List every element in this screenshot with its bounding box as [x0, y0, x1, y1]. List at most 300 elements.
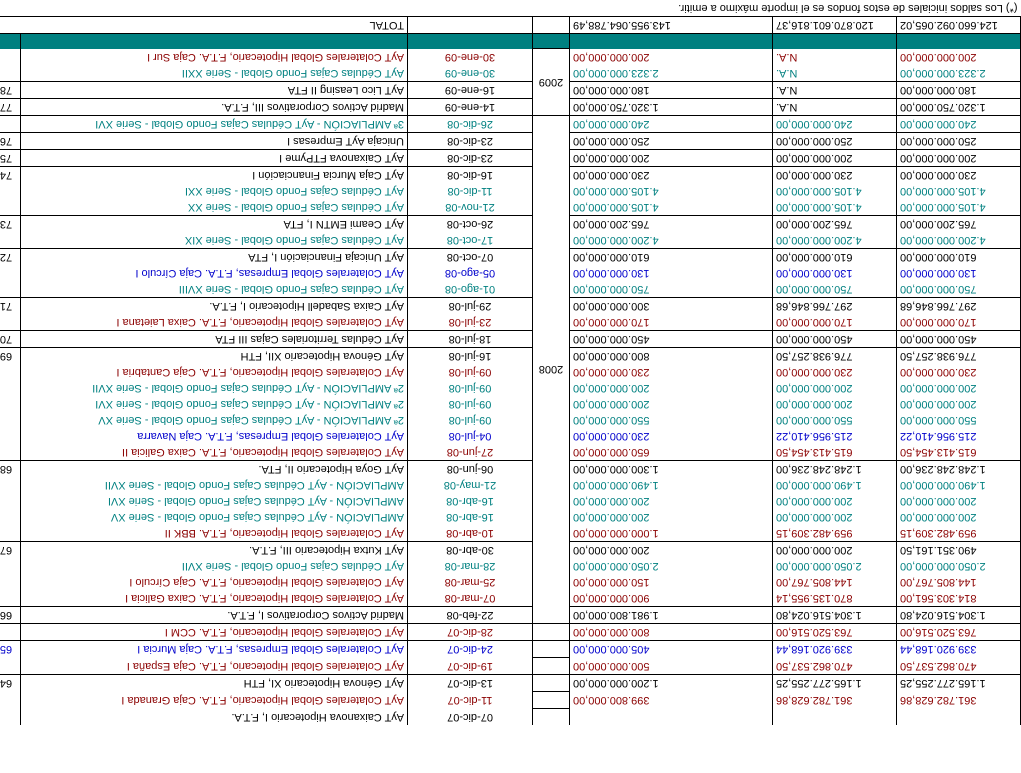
- initial-amount: 750.000.000,00: [570, 281, 773, 298]
- balance-b: 200.000.000,00: [773, 150, 897, 167]
- issue-date: 16-abr-08: [408, 509, 533, 525]
- balance-b: 1.248.248.236,00: [773, 461, 897, 478]
- balance-c: 450.000.000,00: [897, 331, 1021, 348]
- balance-b: 215.956.410,22: [773, 428, 897, 444]
- balance-c: 550.000.000,00: [897, 412, 1021, 428]
- fund-name: AyT Caixanova FTPyme I: [21, 150, 408, 167]
- issue-date: 30-ene-09: [408, 49, 533, 65]
- balance-b: 1.490.000.000,00: [773, 477, 897, 493]
- fund-name: AMPLIACIÓN - AyT Cédulas Cajas Fondo Global - Serie XV: [21, 509, 408, 525]
- fund-name: AyT Unicaja Financiación I, FTA: [21, 249, 408, 266]
- fund-number: [0, 590, 21, 607]
- fund-number: [0, 574, 21, 590]
- year-cell: [533, 641, 570, 658]
- fund-name: AyT Cédulas Territoriales Cajas III FTA: [21, 331, 408, 348]
- issue-date: 07-mar-08: [408, 590, 533, 607]
- balance-c: 230.000.000,00: [897, 167, 1021, 184]
- fund-name: AyT Colaterales Global Hipotecario, F.T.A. Caixa Laietana I: [21, 314, 408, 331]
- table-row: [0, 348, 1021, 365]
- issue-date: 11-dic-07: [408, 692, 533, 709]
- table-row: [0, 412, 1021, 428]
- issue-date: 07-oct-08: [408, 249, 533, 266]
- balance-c: 240.000.000,00: [897, 116, 1021, 133]
- balance-c: 615.413.454,50: [897, 444, 1021, 461]
- table-row: [0, 641, 1021, 658]
- total-a: 143.955.064.788,49: [570, 17, 773, 34]
- total-c: 124.660.092.065,02: [897, 17, 1021, 34]
- initial-amount: 1.981.800.000,00: [570, 607, 773, 624]
- fund-name: AyT Cédulas Cajas Fondo Global - Serie XX: [21, 199, 408, 216]
- table-row: [0, 380, 1021, 396]
- fund-number: 67: [0, 542, 21, 559]
- table-row: [0, 493, 1021, 509]
- fund-number: [0, 412, 21, 428]
- issue-date: 27-jun-08: [408, 444, 533, 461]
- table-row: [0, 658, 1021, 675]
- fund-number: 64: [0, 675, 21, 692]
- balance-b: 200.000.000,00: [773, 493, 897, 509]
- table-row: [0, 232, 1021, 249]
- initial-amount: 2.050.000.000,00: [570, 558, 773, 574]
- issue-date: 25-mar-08: [408, 574, 533, 590]
- initial-amount: 240.000.000,00: [570, 116, 773, 133]
- balance-b: 230.000.000,00: [773, 364, 897, 380]
- fund-name: AyT Colaterales Global Hipotecario, F.T.A. Caja España I: [21, 658, 408, 675]
- table-row: [0, 49, 1021, 65]
- balance-c: 130.000.000,00: [897, 265, 1021, 281]
- fund-number: [0, 658, 21, 675]
- funds-table: [0, 1, 1021, 726]
- balance-b: 1.165.277.255,25: [773, 675, 897, 692]
- table-row: [0, 444, 1021, 461]
- fund-number: 70: [0, 331, 21, 348]
- balance-c: 170.000.000,00: [897, 314, 1021, 331]
- table-row: [0, 542, 1021, 559]
- fund-name: AyT Génova Hipotecario XII, FTH: [21, 348, 408, 365]
- table-row: [0, 331, 1021, 348]
- balance-c: 1.320.750.000,00: [897, 99, 1021, 116]
- balance-b: 170.000.000,00: [773, 314, 897, 331]
- initial-amount: 230.000.000,00: [570, 364, 773, 380]
- balance-b: 776.938.257,50: [773, 348, 897, 365]
- table-row: [0, 396, 1021, 412]
- balance-b: 450.000.000,00: [773, 331, 897, 348]
- initial-amount: 180.000.000,00: [570, 82, 773, 99]
- balance-b: 610.000.000,00: [773, 249, 897, 266]
- fund-number: [0, 116, 21, 133]
- issue-date: 21-nov-08: [408, 199, 533, 216]
- balance-c: 610.000.000,00: [897, 249, 1021, 266]
- fund-name: Madrid Activos Corporativos III, F.T.A.: [21, 99, 408, 116]
- initial-amount: 200.000.000,00: [570, 396, 773, 412]
- issue-date: 26-dic-08: [408, 116, 533, 133]
- fund-name: Madrid Activos Corporativos I, F.T.A.: [21, 607, 408, 624]
- balance-c: 2.050.000.000,00: [897, 558, 1021, 574]
- issue-date: 06-jun-08: [408, 461, 533, 478]
- balance-b: 959.482.309,15: [773, 525, 897, 542]
- issue-date: 09-jul-08: [408, 364, 533, 380]
- issue-date: 16-abr-08: [408, 493, 533, 509]
- balance-c: 490.351.161,50: [897, 542, 1021, 559]
- table-row: [0, 99, 1021, 116]
- balance-c: 144.805.767,00: [897, 574, 1021, 590]
- issue-date: 09-jul-08: [408, 396, 533, 412]
- initial-amount: [570, 709, 773, 726]
- balance-c: 1.490.000.000,00: [897, 477, 1021, 493]
- balance-c: 200.000.000,00: [897, 493, 1021, 509]
- fund-number: [0, 624, 21, 641]
- balance-b: 130.000.000,00: [773, 265, 897, 281]
- table-row: [0, 65, 1021, 82]
- issue-date: 23-dic-08: [408, 150, 533, 167]
- issue-date: 29-jul-08: [408, 298, 533, 315]
- fund-number: 66: [0, 607, 21, 624]
- initial-amount: 1.300.000.000,00: [570, 461, 773, 478]
- table-row: [0, 590, 1021, 607]
- balance-c: 2.323.000.000,00: [897, 65, 1021, 82]
- balance-b: 361.782.628,86: [773, 692, 897, 709]
- fund-name: AyT Cédulas Cajas Fondo Global - Serie XVIII: [21, 281, 408, 298]
- fund-number: [0, 525, 21, 542]
- initial-amount: 650.000.000,00: [570, 444, 773, 461]
- balance-c: 814.303.561,00: [897, 590, 1021, 607]
- table-row: [0, 116, 1021, 133]
- fund-number: 73: [0, 216, 21, 233]
- issue-date: 24-dic-07: [408, 641, 533, 658]
- table-row: [0, 675, 1021, 692]
- issue-date: 26-oct-08: [408, 216, 533, 233]
- initial-amount: 399.800.000,00: [570, 692, 773, 709]
- balance-c: 763.520.516,00: [897, 624, 1021, 641]
- balance-c: 4.200.000.000,00: [897, 232, 1021, 249]
- initial-amount: 610.000.000,00: [570, 249, 773, 266]
- table-row: [0, 709, 1021, 726]
- balance-c: 776.938.257,50: [897, 348, 1021, 365]
- initial-amount: 230.000.000,00: [570, 167, 773, 184]
- balance-c: 339.920.168,44: [897, 641, 1021, 658]
- balance-b: 200.000.000,00: [773, 380, 897, 396]
- table-row: [0, 428, 1021, 444]
- issue-date: 05-ago-08: [408, 265, 533, 281]
- issue-date: 23-jul-08: [408, 314, 533, 331]
- table-row: [0, 150, 1021, 167]
- initial-amount: 2.323.000.000,00: [570, 65, 773, 82]
- initial-amount: 130.000.000,00: [570, 265, 773, 281]
- balance-b: 765.200.000,00: [773, 216, 897, 233]
- balance-b: 200.000.000,00: [773, 509, 897, 525]
- balance-c: 297.766.846,68: [897, 298, 1021, 315]
- note-row: [0, 1, 1021, 18]
- fund-number: 71: [0, 298, 21, 315]
- footnote: (*) Los saldos iniciales de estos fondos es el importe máximo a emitir.: [678, 2, 1018, 15]
- fund-name: AyT Colaterales Global Hipotecario, F.T.A. Caixa Galicia I: [21, 590, 408, 607]
- balance-b: 763.520.516,00: [773, 624, 897, 641]
- fund-name: AMPLIACIÓN - AyT Cédulas Cajas Fondo Global - Serie XVII: [21, 477, 408, 493]
- fund-name: AyT Colaterales Global Hipotecario, F.T.A. BBK II: [21, 525, 408, 542]
- issue-date: 01-ago-08: [408, 281, 533, 298]
- balance-b: 144.805.767,00: [773, 574, 897, 590]
- table-row: [0, 692, 1021, 709]
- issue-date: 09-jul-08: [408, 380, 533, 396]
- initial-amount: 765.200.000,00: [570, 216, 773, 233]
- balance-b: 550.000.000,00: [773, 412, 897, 428]
- balance-b: N.A.: [773, 82, 897, 99]
- balance-c: 215.956.410,22: [897, 428, 1021, 444]
- fund-number: [0, 509, 21, 525]
- balance-c: 200.000.000,00: [897, 380, 1021, 396]
- issue-date: 17-oct-08: [408, 232, 533, 249]
- teal-header-bar: [0, 34, 1021, 49]
- fund-name: 2ª AMPLIACIÓN - AyT Cédulas Cajas Fondo Global - Serie XVII: [21, 380, 408, 396]
- table-row: [0, 133, 1021, 150]
- fund-number: [0, 314, 21, 331]
- table-row: [0, 607, 1021, 624]
- initial-amount: 4.200.000.000,00: [570, 232, 773, 249]
- issue-date: 30-abr-08: [408, 542, 533, 559]
- fund-number: 68: [0, 461, 21, 478]
- balance-c: 250.000.000,00: [897, 133, 1021, 150]
- fund-name: AyT Cédulas Cajas Fondo Global - Serie XVII: [21, 558, 408, 574]
- balance-c: 200.000.000,00: [897, 49, 1021, 65]
- fund-number: 72: [0, 249, 21, 266]
- issue-date: 11-dic-08: [408, 183, 533, 199]
- issue-date: 16-dic-08: [408, 167, 533, 184]
- balance-b: 250.000.000,00: [773, 133, 897, 150]
- initial-amount: 405.000.000,00: [570, 641, 773, 658]
- total-row: [0, 17, 1021, 34]
- initial-amount: 230.000.000,00: [570, 428, 773, 444]
- issue-date: 18-jul-08: [408, 331, 533, 348]
- initial-amount: 4.105.000.000,00: [570, 199, 773, 216]
- table-row: [0, 249, 1021, 266]
- fund-number: 69: [0, 348, 21, 365]
- fund-name: AyT Kutxa Hipotecario III, F.T.A.: [21, 542, 408, 559]
- fund-name: AyT Lico Leasing II FTA: [21, 82, 408, 99]
- year-cell: [533, 675, 570, 692]
- fund-number: [0, 380, 21, 396]
- balance-c: 361.782.628,86: [897, 692, 1021, 709]
- initial-amount: 200.000.000,00: [570, 380, 773, 396]
- issue-date: 14-ene-09: [408, 99, 533, 116]
- fund-name: AyT Colaterales Global Hipotecario, F.T.A. Caixa Galicia II: [21, 444, 408, 461]
- fund-name: 3ª AMPLIACIÓN - AyT Cédulas Cajas Fondo Global - Serie XVI: [21, 116, 408, 133]
- initial-amount: 500.000.000,00: [570, 658, 773, 675]
- fund-number: [0, 199, 21, 216]
- initial-amount: 800.000.000,00: [570, 348, 773, 365]
- fund-number: [0, 692, 21, 709]
- fund-name: AyT Colaterales Global Empresas, F.T.A. Caja Murcia I: [21, 641, 408, 658]
- fund-number: [0, 183, 21, 199]
- fund-number: 65: [0, 641, 21, 658]
- balance-b: 200.000.000,00: [773, 396, 897, 412]
- year-cell: [533, 692, 570, 709]
- table-row: [0, 216, 1021, 233]
- fund-number: 77: [0, 99, 21, 116]
- fund-name: AyT Cédulas Cajas Fondo Global - Serie XIX: [21, 232, 408, 249]
- issue-date: 04-jul-08: [408, 428, 533, 444]
- fund-number: [0, 65, 21, 82]
- fund-name: AyT Caja Murcia Financiación I: [21, 167, 408, 184]
- balance-c: 230.000.000,00: [897, 364, 1021, 380]
- fund-name: AyT Caixanova Hipotecario I, F.T.A.: [21, 709, 408, 726]
- balance-c: 200.000.000,00: [897, 396, 1021, 412]
- table-row: [0, 461, 1021, 478]
- balance-c: 1.304.516.024,80: [897, 607, 1021, 624]
- fund-name: AyT Caixa Sabadell Hipotecario I, F.T.A.: [21, 298, 408, 315]
- issue-date: 28-dic-07: [408, 624, 533, 641]
- fund-number: [0, 364, 21, 380]
- initial-amount: 550.000.000,00: [570, 412, 773, 428]
- initial-amount: 800.000.000,00: [570, 624, 773, 641]
- issue-date: 30-ene-09: [408, 65, 533, 82]
- initial-amount: 4.105.000.000,00: [570, 183, 773, 199]
- balance-b: 470.862.537,50: [773, 658, 897, 675]
- fund-number: [0, 477, 21, 493]
- balance-b: [773, 709, 897, 726]
- balance-b: 297.766.846,68: [773, 298, 897, 315]
- balance-c: 1.165.277.255,25: [897, 675, 1021, 692]
- table-row: [0, 509, 1021, 525]
- fund-name: AyT Colaterales Global Empresas, F.T.A. Caja Círculo I: [21, 265, 408, 281]
- table-row: [0, 477, 1021, 493]
- year-cell: [533, 624, 570, 641]
- initial-amount: 200.000.000,00: [570, 509, 773, 525]
- balance-b: 4.105.000.000,00: [773, 183, 897, 199]
- balance-c: 1.248.248.236,00: [897, 461, 1021, 478]
- table-row: [0, 199, 1021, 216]
- balance-c: 180.000.000,00: [897, 82, 1021, 99]
- initial-amount: 900.000.000,00: [570, 590, 773, 607]
- balance-b: 4.105.000.000,00: [773, 199, 897, 216]
- fund-name: AyT Cédulas Cajas Fondo Global - Serie XXI: [21, 183, 408, 199]
- fund-number: 74: [0, 167, 21, 184]
- fund-name: AyT Colaterales Global Hipotecario, F.T.A. Caja Sur I: [21, 49, 408, 65]
- fund-name: 2ª AMPLIACIÓN - AyT Cédulas Cajas Fondo Global - Serie XVI: [21, 396, 408, 412]
- fund-number: [0, 281, 21, 298]
- fund-number: 76: [0, 133, 21, 150]
- balance-c: 4.105.000.000,00: [897, 199, 1021, 216]
- issue-date: 09-jul-08: [408, 412, 533, 428]
- issue-date: 16-jul-08: [408, 348, 533, 365]
- total-b: 120.870.601.816,37: [773, 17, 897, 34]
- balance-c: 959.482.309,15: [897, 525, 1021, 542]
- table-row: [0, 364, 1021, 380]
- fund-number: [0, 444, 21, 461]
- balance-c: [897, 709, 1021, 726]
- fund-number: [0, 396, 21, 412]
- issue-date: 07-dic-07: [408, 709, 533, 726]
- fund-name: 2ª AMPLIACIÓN - AyT Cédulas Cajas Fondo Global - Serie XV: [21, 412, 408, 428]
- balance-b: 240.000.000,00: [773, 116, 897, 133]
- balance-b: N.A.: [773, 49, 897, 65]
- fund-name: AyT Ceami EMTN I, FTA: [21, 216, 408, 233]
- year-cell: [533, 658, 570, 675]
- fund-name: AMPLIACIÓN - AyT Cédulas Cajas Fondo Global - Serie XVI: [21, 493, 408, 509]
- issue-date: 19-dic-07: [408, 658, 533, 675]
- initial-amount: 1.200.000.000,00: [570, 675, 773, 692]
- initial-amount: 300.000.000,00: [570, 298, 773, 315]
- balance-c: 4.105.000.000,00: [897, 183, 1021, 199]
- balance-c: 470.862.537,50: [897, 658, 1021, 675]
- initial-amount: 150.000.000,00: [570, 574, 773, 590]
- fund-number: 75: [0, 150, 21, 167]
- initial-amount: 200.000.000,00: [570, 542, 773, 559]
- initial-amount: 450.000.000,00: [570, 331, 773, 348]
- issue-date: 28-mar-08: [408, 558, 533, 574]
- fund-number: 78: [0, 82, 21, 99]
- fund-name: AyT Colaterales Global Hipotecario, F.T.A. CCM I: [21, 624, 408, 641]
- fund-number: [0, 49, 21, 65]
- balance-b: 200.000.000,00: [773, 542, 897, 559]
- initial-amount: 1.320.750.000,00: [570, 99, 773, 116]
- table-row: [0, 167, 1021, 184]
- table-row: [0, 82, 1021, 99]
- table-row: [0, 574, 1021, 590]
- fund-number: [0, 232, 21, 249]
- fund-name: AyT Colaterales Global Hipotecario, F.T.A. Caja Granada I: [21, 692, 408, 709]
- initial-amount: 170.000.000,00: [570, 314, 773, 331]
- balance-b: 339.920.168,44: [773, 641, 897, 658]
- balance-c: 765.200.000,00: [897, 216, 1021, 233]
- fund-name: AyT Colaterales Global Empresas, F.T.A. Caja Navarra: [21, 428, 408, 444]
- issue-date: 16-ene-09: [408, 82, 533, 99]
- initial-amount: 250.000.000,00: [570, 133, 773, 150]
- initial-amount: 1.000.000.000,00: [570, 525, 773, 542]
- balance-b: 2.050.000.000,00: [773, 558, 897, 574]
- fund-name: AyT Colaterales Global Hipotecario, F.T.A. Caja Círculo I: [21, 574, 408, 590]
- fund-name: AyT Cédulas Cajas Fondo Global - Serie XXII: [21, 65, 408, 82]
- table-row: [0, 265, 1021, 281]
- year-2008: 2008: [533, 116, 570, 624]
- balance-c: 200.000.000,00: [897, 150, 1021, 167]
- issue-date: 13-dic-07: [408, 675, 533, 692]
- balance-b: 615.413.454,50: [773, 444, 897, 461]
- issue-date: 23-dic-08: [408, 133, 533, 150]
- balance-b: 750.000.000,00: [773, 281, 897, 298]
- fund-number: [0, 428, 21, 444]
- table-row: [0, 281, 1021, 298]
- table-row: [0, 298, 1021, 315]
- fund-name: AyT Colaterales Global Hipotecario, F.T.A. Caja Cantabria I: [21, 364, 408, 380]
- balance-b: 1.304.516.024,80: [773, 607, 897, 624]
- issue-date: 22-feb-08: [408, 607, 533, 624]
- issue-date: 21-may-08: [408, 477, 533, 493]
- table-row: [0, 183, 1021, 199]
- fund-name: AyT Goya Hipotecario II, FTA.: [21, 461, 408, 478]
- year-2009: 2009: [533, 49, 570, 116]
- year-cell: [533, 709, 570, 726]
- initial-amount: 1.490.000.000,00: [570, 477, 773, 493]
- balance-b: N.A.: [773, 65, 897, 82]
- balance-c: 200.000.000,00: [897, 509, 1021, 525]
- balance-c: 750.000.000,00: [897, 281, 1021, 298]
- initial-amount: 200.000.000,00: [570, 150, 773, 167]
- table-row: [0, 558, 1021, 574]
- table-row: [0, 525, 1021, 542]
- balance-b: 230.000.000,00: [773, 167, 897, 184]
- balance-b: 870.135.955,14: [773, 590, 897, 607]
- initial-amount: 200.000.000,00: [570, 49, 773, 65]
- fund-number: [0, 493, 21, 509]
- table-row: [0, 314, 1021, 331]
- fund-number: [0, 265, 21, 281]
- fund-name: Unicaja AyT Empresas I: [21, 133, 408, 150]
- fund-number: [0, 558, 21, 574]
- total-label: TOTAL: [0, 17, 408, 34]
- fund-number: [0, 709, 21, 726]
- balance-b: 4.200.000.000,00: [773, 232, 897, 249]
- fund-name: AyT Génova Hipotecario XI, FTH: [21, 675, 408, 692]
